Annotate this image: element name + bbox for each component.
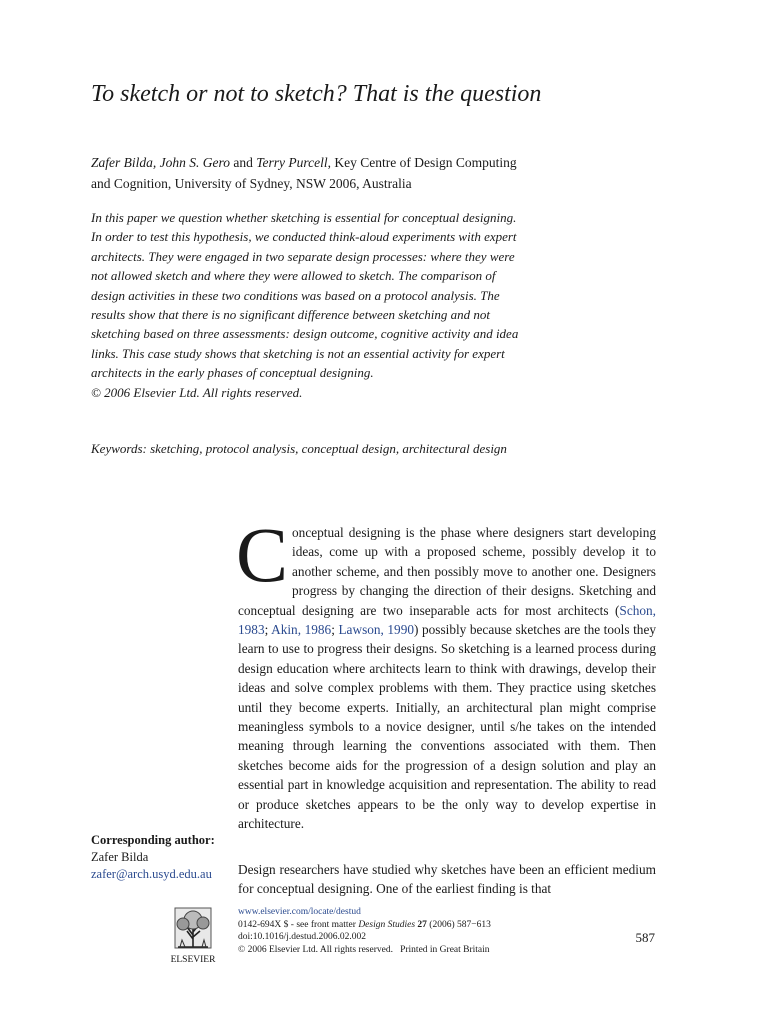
elsevier-wordmark: ELSEVIER (170, 955, 216, 965)
corresponding-label: Corresponding author: (91, 833, 215, 847)
citation-lawson[interactable]: Lawson, 1990 (338, 622, 415, 638)
journal-name: Design Studies (358, 919, 416, 930)
abstract-copyright: © 2006 Elsevier Ltd. All rights reserved. (91, 384, 303, 400)
abstract-text: In this paper we question whether sketching is essential for conceptual designing. In order to test this hypothesis, we conducted think-aloud experiments with expert architects. They were engaged in two separate design processes: where they were not allowed sketch and where they were allowed to sketch. The comparison of design activities in these two conditions was based on a protocol analysis. The results show that there is no significant difference between sketching and not sketching based on three assessments: design outcome, cognitive activity and idea links. This case study shows that sketching is not an essential activity for expert architects in the early phases of conceptual designing. (91, 210, 519, 381)
doi-line: doi:10.1016/j.destud.2006.02.002 (238, 932, 366, 943)
printed-in: Printed in Great Britain (400, 944, 490, 955)
author-names: Zafer Bilda, John S. Gero (91, 155, 230, 170)
footer-copyright-line (238, 944, 618, 957)
page-number: 587 (635, 930, 655, 945)
citation-separator: ; (331, 622, 339, 638)
citation-separator: ; (264, 622, 272, 638)
corresponding-author (91, 832, 231, 883)
corresponding-name: Zafer Bilda (91, 850, 149, 864)
elsevier-tree-logo (162, 907, 224, 967)
author-affiliation (91, 152, 531, 194)
author-conjunction: and (230, 155, 257, 170)
body-paragraph-2: Design researchers have studied why sketches have been an efficient medium for conceptual designing. One of the earliest finding is that (238, 862, 656, 897)
affiliation: , Key Centre of Design Computing and Cognition, University of Sydney, NSW 2006, Australia (91, 155, 517, 191)
author-name-3: Terry Purcell (256, 155, 328, 170)
article-title: To sketch or not to sketch? That is the question (91, 81, 542, 107)
paragraph-1-text-b: ) possibly because sketches are the tools they learn to use to progress their designs. So sketching is a learned process during design education where architects learn to think with drawings, develop their ideas and solve complex problems with them. They practice using sketches until they become experts. Initially, an architectural plan might comprise meaningless symbols to a novice designer, until s/he takes on the intended meaning through learning the conventions associated with them. Then sketches become aids for the progression of a design solution and play an essential part in knowledge acquisition and representation. The ability to read or produce sketches appears to be the only way to develop expertise in architecture. (238, 622, 656, 832)
journal-volume: 27 (417, 919, 427, 930)
drop-cap: C (236, 511, 289, 598)
footer-copyright: © 2006 Elsevier Ltd. All rights reserved. (238, 944, 393, 955)
keywords: Keywords: sketching, protocol analysis, conceptual design, architectural design (91, 441, 507, 456)
paragraph-1-text-a: onceptual designing is the phase where designers start developing ideas, come up with a proposed scheme, possibly develop it to another scheme, and then possibly move to another one. Designers progress by changing the direction of their designs. Sketching and conceptual designing are two inseparable acts for most architects ( (238, 525, 656, 618)
citation-schon[interactable]: Schon, 1983 (238, 602, 656, 638)
journal-url-link[interactable]: www.elsevier.com/locate/destud (238, 907, 361, 917)
citation-akin[interactable]: Akin, 1986 (271, 622, 332, 638)
issue-pages: (2006) 587−613 (426, 919, 491, 930)
issn-line (238, 919, 618, 932)
footer-info (238, 906, 618, 956)
abstract (91, 208, 521, 402)
body-paragraph-1 (236, 511, 656, 834)
issn-text: 0142-694X $ - see front matter (238, 919, 359, 930)
corresponding-email-link[interactable]: zafer@arch.usyd.edu.au (91, 867, 212, 881)
